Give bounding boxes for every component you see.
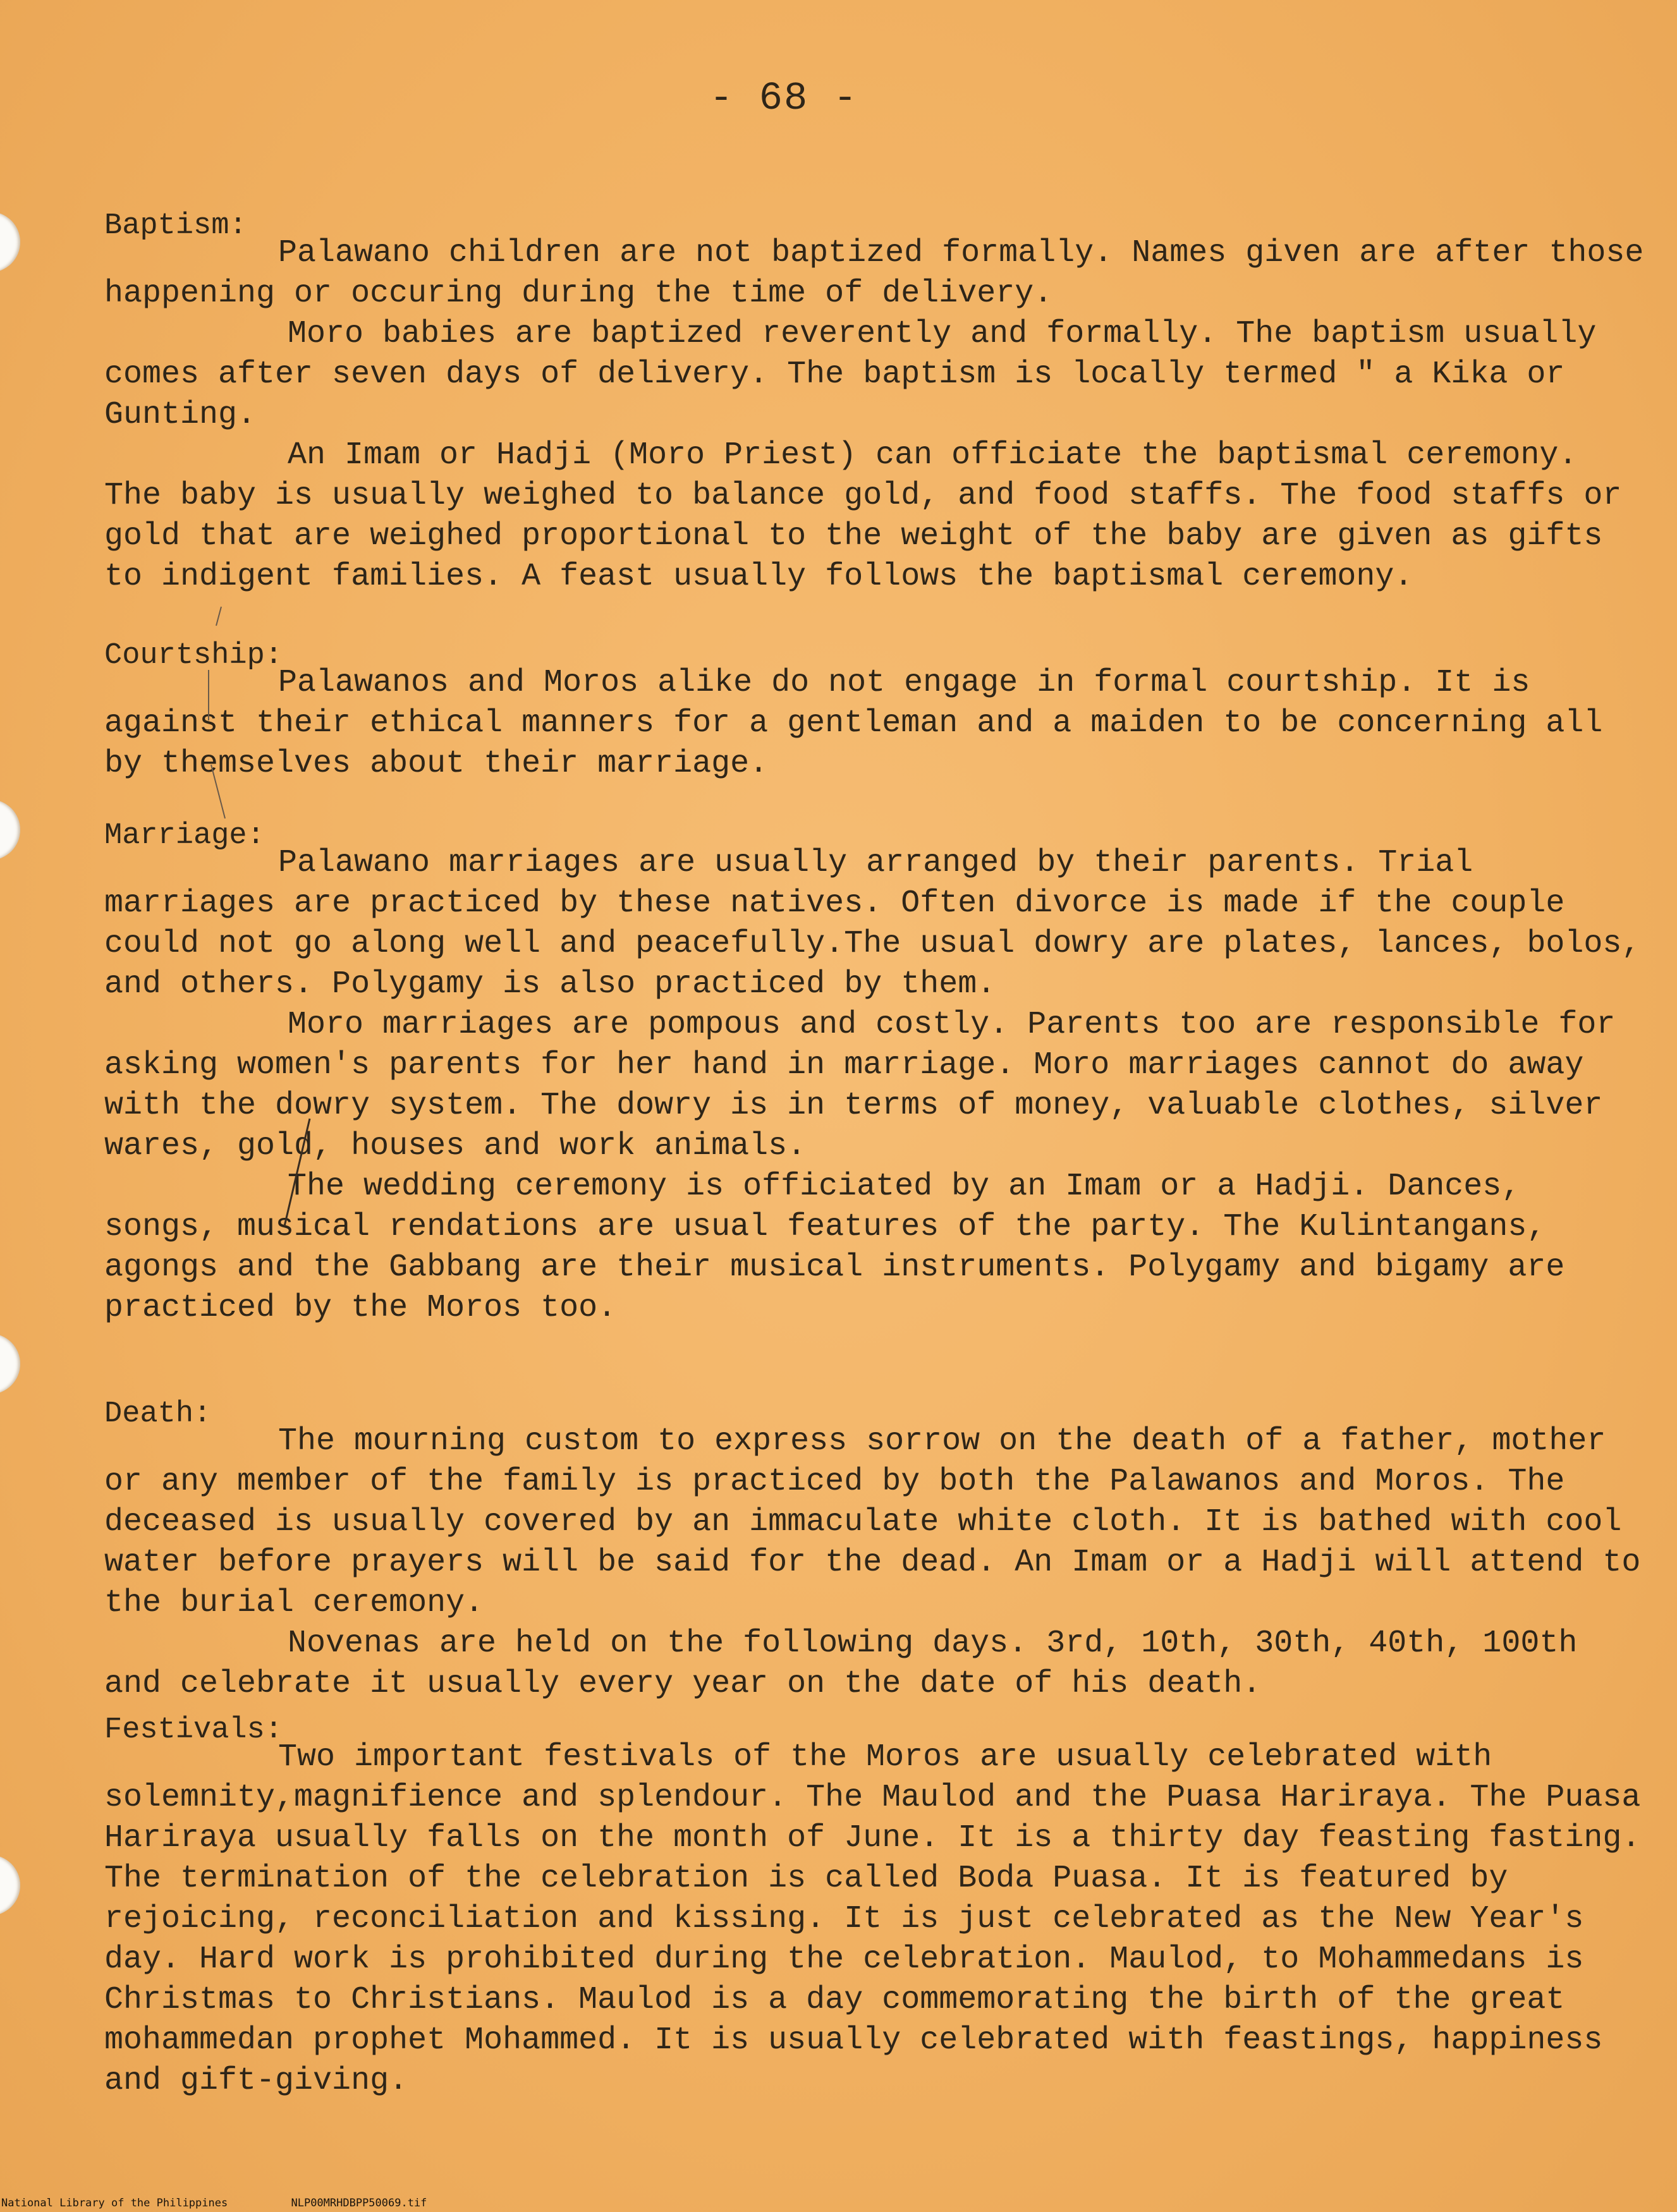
archive-footer	[1, 2197, 484, 2209]
section-death	[104, 1394, 1647, 1705]
section-heading: Baptism:	[104, 209, 247, 243]
paragraph: Palawano children are not baptized formally. Names given are after those happening or occuring during the time of delivery.	[104, 235, 1644, 312]
file-label: NLP00MRHDBPP50069.tif	[291, 2197, 427, 2209]
section-marriage	[104, 815, 1647, 1328]
section-baptism	[104, 205, 1647, 597]
library-label: National Library of the Philippines	[1, 2197, 228, 2209]
pencil-mark	[202, 600, 240, 853]
punch-hole	[0, 799, 20, 860]
punch-hole	[0, 1855, 20, 1916]
paragraph: Palawano marriages are usually arranged by their parents. Trial marriages are practiced by these natives. Often divorce is made if the couple could not go along well and peacefully.The usual dowry are plates, lances, bolos, and others. Polygamy is also practiced by them.	[104, 845, 1641, 1002]
paragraph: The mourning custom to express sorrow on the death of a father, mother or any member of the family is practiced by both the Palawanos and Moros. The deceased is usually covered by an immaculate white cloth. It is bathed with cool water before prayers will be said for the dead. An Imam or a Hadji will attend to the burial ceremony.	[104, 1423, 1641, 1621]
page-number: - 68 -	[709, 76, 858, 121]
paragraph: Moro marriages are pompous and costly. Parents too are responsible for asking women's parents for her hand in marriage. Moro marriages cannot do away with the dowry system. The dowry is in terms of money, valuable clothes, silver wares, gold, houses and work animals.	[104, 1007, 1616, 1164]
section-heading: Courtship:	[104, 639, 283, 672]
paragraph: Novenas are held on the following days. 3rd, 10th, 30th, 40th, 100th and celebrate it usually every year on the date of his death.	[104, 1626, 1578, 1702]
section-heading: Festivals:	[104, 1713, 283, 1747]
paragraph: An Imam or Hadji (Moro Priest) can officiate the baptismal ceremony. The baby is usually weighed to balance gold, and food staffs. The food staffs or gold that are weighed proportional to the weight of the baby are given as gifts to indigent families. A feast usually follows the baptismal ceremony.	[104, 437, 1622, 595]
pencil-mark	[272, 1112, 322, 1239]
section-courtship	[104, 635, 1647, 784]
punch-hole	[0, 1334, 20, 1394]
section-heading: Death:	[104, 1397, 212, 1431]
paragraph: Palawanos and Moros alike do not engage in formal courtship. It is against their ethical manners for a gentleman and a maiden to be concerning all by themselves about their marriage.	[104, 665, 1603, 782]
punch-hole	[0, 212, 20, 272]
paragraph: Two important festivals of the Moros are usually celebrated with solemnity,magnifience and splendour. The Maulod and the Puasa Hariraya. The Puasa Hariraya usually falls on the month of June. It is a thirty day feasting fasting. The termination of the celebration is called Boda Puasa. It is featured by rejoicing, reconciliation and kissing. It is just celebrated as the New Year's day. Hard work is prohibited during the celebration. Maulod, to Mohammedans is Christmas to Christians. Maulod is a day commemorating the birth of the great mohammedan prophet Mohammed. It is usually celebrated with feastings, happiness and gift-giving.	[104, 1739, 1641, 2099]
section-festivals	[104, 1710, 1647, 2101]
paragraph: Moro babies are baptized reverently and formally. The baptism usually comes after seven days of delivery. The baptism is locally termed " a Kika or Gunting.	[104, 316, 1597, 433]
paragraph: The wedding ceremony is officiated by an Imam or a Hadji. Dances, songs, musical rendations are usual features of the party. The Kulintangans, agongs and the Gabbang are their musical instruments. Polygamy and bigamy are practiced by the Moros too.	[104, 1169, 1565, 1326]
section-heading: Marriage:	[104, 819, 265, 853]
